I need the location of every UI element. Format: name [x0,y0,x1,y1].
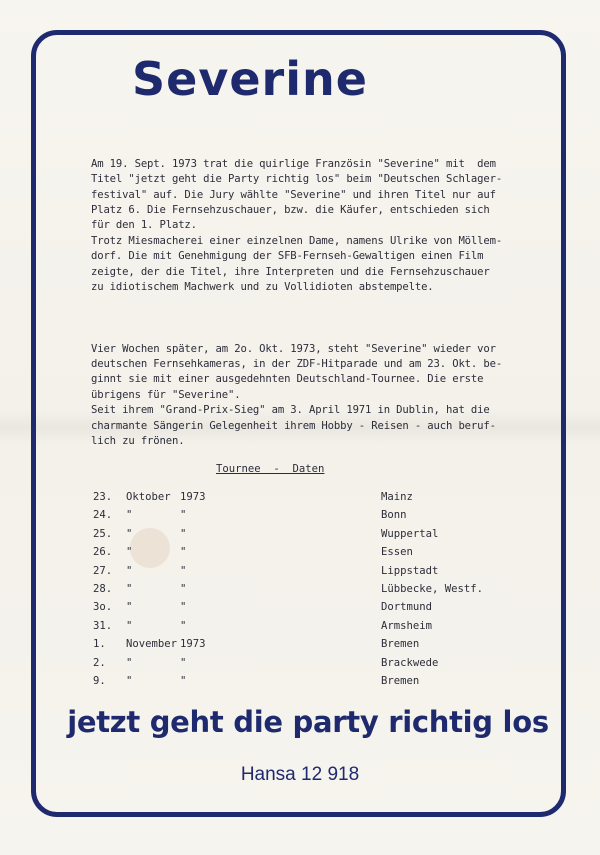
tour-date-day: 9. [93,675,106,687]
tour-date-row [0,601,600,619]
tour-date-city: Wuppertal [381,527,439,540]
tour-date-city: Mainz [381,491,413,503]
artist-title: Severine [132,52,368,106]
tour-date-month: " [126,583,133,595]
tour-date-day: 26. [93,546,113,559]
paragraph-1: Am 19. Sept. 1973 trat die quirlige Französin "Severine" mit dem Titel "jetzt geht die Party richtig los" beim "Deutschen Schlager- festival" auf. Die Jury wählte "Severine" und ihren Titel nur auf Platz 6. Die Fernsehzuschauer, bzw. die Käufer, entschieden sich für den 1. Platz. Trotz Miesmacherei einer einzelnen Dame, namens Ulrike von Möllem- dorf. Die mit Genehmigung der SFB-Fernseh-Gewaltigen einen Film zeigte, der die Titel, ihre Interpreten und die Fernsehzuschauer zu idiotischem Machwerk und zu Vollidioten abstempelte. [91,157,503,294]
tour-date-city: Lübbecke, Westf. [381,583,484,595]
tour-date-row [0,565,600,583]
tour-date-row [0,583,600,601]
tour-date-year: " [180,527,187,540]
tour-date-row [0,546,600,564]
tour-date-day: 23. [93,491,113,503]
tour-date-year: " [180,675,187,687]
tour-date-day: 3o. [93,601,113,614]
tour-date-month: " [126,509,133,522]
record-catalog-number: Hansa 12 918 [240,764,360,785]
tour-date-year: " [180,583,187,595]
article-body [91,126,511,480]
tour-date-year: " [180,656,187,669]
tour-date-day: 2. [93,656,106,669]
tour-date-month: " [126,675,133,687]
tour-date-month: " [126,564,133,577]
tour-date-row [0,491,600,509]
tour-date-year: " [180,546,187,559]
tour-date-year: " [180,509,187,522]
tour-date-row [0,620,600,638]
tour-date-month: " [126,601,133,614]
tour-date-row [0,675,600,693]
tour-date-city: Dortmund [381,601,433,614]
tour-date-row [0,528,600,546]
tour-date-city: Bremen [381,675,420,687]
tour-date-city: Armsheim [381,619,433,632]
tour-date-city: Bonn [381,509,407,522]
tour-date-city: Essen [381,546,413,559]
tour-date-row [0,638,600,656]
tour-date-city: Brackwede [381,656,439,669]
tour-date-city: Bremen [381,638,420,651]
tour-date-year: 1973 [180,491,206,503]
tour-date-month: Oktober [126,491,171,503]
paragraph-2: Vier Wochen später, am 2o. Okt. 1973, steht "Severine" wieder vor deutschen Fernsehkameras, in der ZDF-Hitparade und am 23. Okt. be- ginnt sie mit einer ausgedehnten Deutschland-Tournee. Die erste übrigens für "Severine". Seit ihrem "Grand-Prix-Sieg" am 3. April 1971 in Dublin, hat die charmante Sängerin Gelegenheit ihrem Hobby - Reisen - auch beruf- lich zu frönen. [91,342,503,448]
tour-date-day: 27. [93,564,113,577]
tour-dates-heading: Tournee - Daten [216,463,325,475]
tour-date-month: " [126,619,133,632]
tour-date-day: 28. [93,583,113,595]
tour-date-year: 1973 [180,638,206,651]
tour-date-row [0,657,600,675]
tour-date-day: 1. [93,638,106,651]
tour-date-day: 31. [93,619,113,632]
tour-date-month: " [126,546,133,559]
song-title-slogan: jetzt geht die party richtig los [67,705,549,739]
tour-date-row [0,509,600,527]
tour-date-month: " [126,527,133,540]
tour-date-day: 25. [93,527,113,540]
tour-date-year: " [180,564,187,577]
tour-date-day: 24. [93,509,113,522]
tour-date-month: " [126,656,133,669]
tour-date-year: " [180,619,187,632]
tour-date-city: Lippstadt [381,564,439,577]
tour-date-year: " [180,601,187,614]
tour-date-month: November [126,638,178,651]
